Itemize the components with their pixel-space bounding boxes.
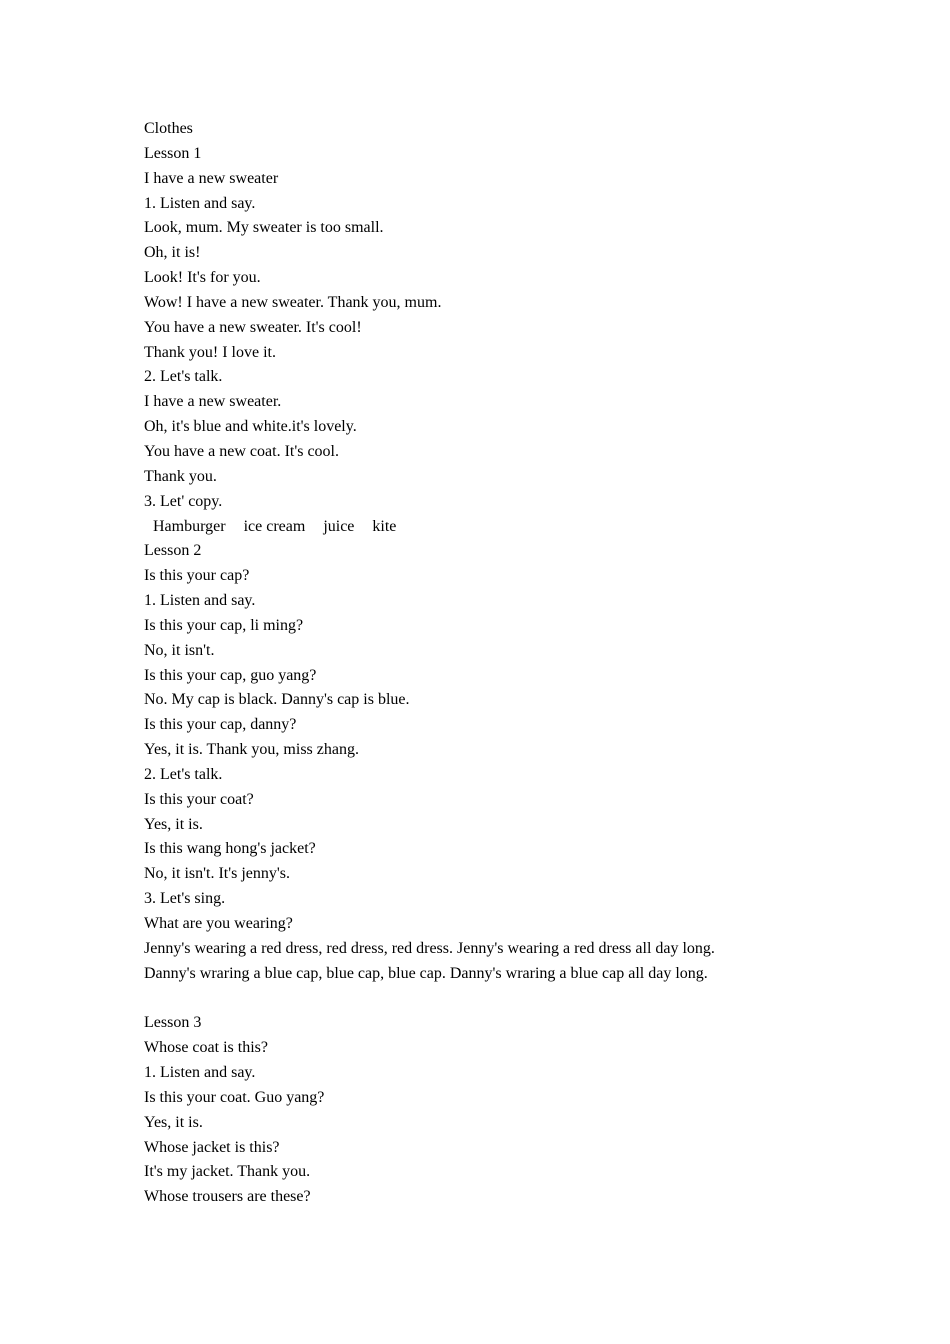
- document-page: [144, 117, 904, 1210]
- song-line: Jenny's wearing a red dress, red dress, red dress. Jenny's wearing a red dress all day long.: [144, 939, 715, 957]
- exercise-heading: 2. Let's talk.: [144, 765, 223, 783]
- copy-word: juice: [323, 517, 355, 535]
- lesson-heading: Lesson 3: [144, 1014, 202, 1032]
- exercise-heading: 1. Listen and say.: [144, 592, 256, 610]
- text-line: Look, mum. My sweater is too small.: [144, 219, 384, 237]
- text-line: Yes, it is. Thank you, miss zhang.: [144, 741, 359, 759]
- lesson-title: Whose coat is this?: [144, 1039, 268, 1057]
- text-line: Oh, it is!: [144, 244, 201, 262]
- text-line: No. My cap is black. Danny's cap is blue.: [144, 691, 410, 709]
- section-title: Clothes: [144, 120, 193, 137]
- exercise-heading: 2. Let's talk.: [144, 368, 223, 386]
- text-line: I have a new sweater.: [144, 393, 282, 411]
- text-line: Thank you! I love it.: [144, 343, 276, 361]
- text-line: Whose jacket is this?: [144, 1138, 280, 1156]
- text-line: Yes, it is.: [144, 815, 203, 833]
- text-line: Is this your cap, danny?: [144, 716, 297, 734]
- text-line: Is this your coat. Guo yang?: [144, 1088, 325, 1106]
- song-line: Danny's wraring a blue cap, blue cap, blue cap. Danny's wraring a blue cap all day long.: [144, 964, 708, 982]
- copy-word: Hamburger: [153, 517, 226, 535]
- text-line: Look! It's for you.: [144, 269, 261, 287]
- text-line: No, it isn't.: [144, 641, 215, 659]
- blank-line: [144, 987, 904, 1012]
- exercise-heading: 1. Listen and say.: [144, 1064, 256, 1082]
- text-line: Is this your cap, guo yang?: [144, 666, 317, 684]
- lesson-heading: Lesson 1: [144, 144, 202, 162]
- text-line: Wow! I have a new sweater. Thank you, mum.: [144, 293, 442, 311]
- text-line: Whose trousers are these?: [144, 1188, 311, 1206]
- lesson-title: I have a new sweater: [144, 169, 279, 187]
- text-line: Thank you.: [144, 467, 217, 485]
- song-title: What are you wearing?: [144, 915, 293, 932]
- text-line: It's my jacket. Thank you.: [144, 1163, 311, 1181]
- exercise-heading: 3. Let's sing.: [144, 890, 226, 908]
- lesson-heading: Lesson 2: [144, 542, 202, 560]
- exercise-heading: 3. Let' copy.: [144, 492, 223, 510]
- exercise-heading: 1. Listen and say.: [144, 194, 256, 212]
- copy-word: ice cream: [243, 517, 306, 535]
- copy-word-row: [144, 515, 904, 540]
- text-line: Oh, it's blue and white.it's lovely.: [144, 418, 357, 436]
- text-line: You have a new sweater. It's cool!: [144, 318, 362, 336]
- text-line: Is this wang hong's jacket?: [144, 840, 316, 858]
- text-line: Is this your coat?: [144, 790, 254, 808]
- lesson-title: Is this your cap?: [144, 567, 250, 585]
- text-line: Is this your cap, li ming?: [144, 616, 304, 634]
- text-line: Yes, it is.: [144, 1113, 203, 1131]
- text-line: You have a new coat. It's cool.: [144, 442, 339, 460]
- text-line: No, it isn't. It's jenny's.: [144, 865, 290, 883]
- copy-word: kite: [372, 517, 397, 535]
